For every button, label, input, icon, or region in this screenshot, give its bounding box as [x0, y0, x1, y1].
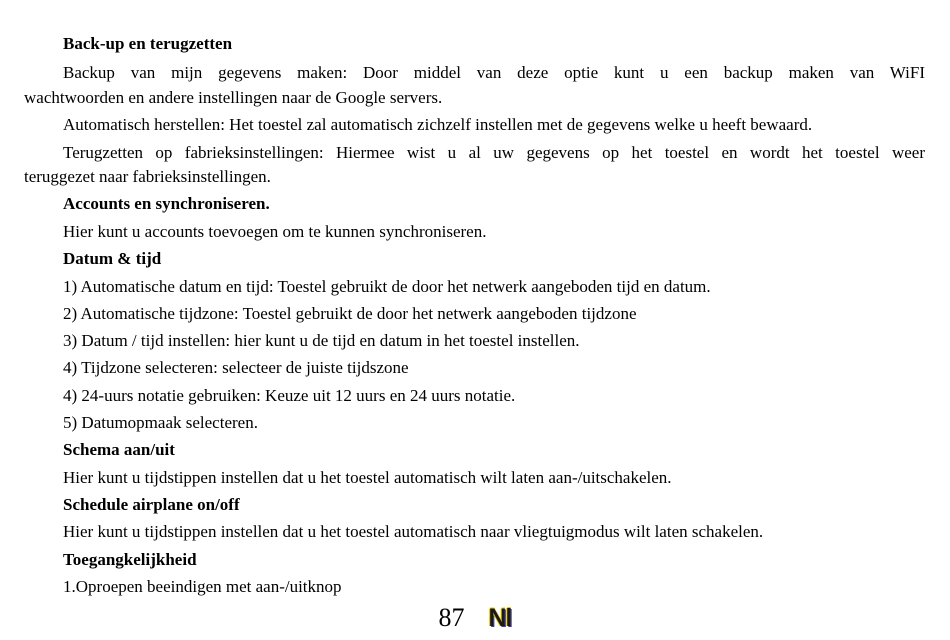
schema-heading: Schema aan/uit — [63, 440, 175, 459]
datetime-item-2: 2) Automatische tijdzone: Toestel gebruikt de door het netwerk aangeboden tijdzone — [63, 304, 637, 323]
airplane-heading: Schedule airplane on/off — [63, 495, 240, 514]
accessibility-item-1: 1.Oproepen beeindigen met aan-/uitknop — [63, 577, 342, 596]
schema-text: Hier kunt u tijdstippen instellen dat u het toestel automatisch wilt laten aan-/uitschakelen. — [63, 468, 672, 487]
datetime-heading: Datum & tijd — [63, 249, 162, 268]
backup-paragraph-2: Automatisch herstellen: Het toestel zal automatisch zichzelf instellen met de gegevens welke u heeft bewaard. — [63, 115, 813, 134]
airplane-text: Hier kunt u tijdstippen instellen dat u het toestel automatisch naar vliegtuigmodus wilt laten schakelen. — [63, 522, 764, 541]
datetime-item-6: 5) Datumopmaak selecteren. — [63, 413, 258, 432]
accounts-heading: Accounts en synchroniseren. — [63, 194, 270, 213]
backup-heading: Back-up en terugzetten — [63, 34, 233, 53]
page-footer — [0, 602, 950, 634]
datetime-item-5: 4) 24-uurs notatie gebruiken: Keuze uit 12 uurs en 24 uurs notatie. — [63, 386, 516, 405]
backup-paragraph-3-line-2: teruggezet naar fabrieksinstellingen. — [24, 167, 271, 186]
language-badge: Nl — [488, 604, 512, 632]
backup-paragraph-1-line-1: Backup van mijn gegevens maken: Door middel van deze optie kunt u een backup maken van WiFI — [63, 63, 925, 82]
datetime-item-4: 4) Tijdzone selecteren: selecteer de juiste tijdszone — [63, 358, 409, 377]
datetime-item-3: 3) Datum / tijd instellen: hier kunt u de tijd en datum in het toestel instellen. — [63, 331, 580, 350]
accessibility-heading: Toegangkelijkheid — [63, 550, 197, 569]
datetime-item-1: 1) Automatische datum en tijd: Toestel gebruikt de door het netwerk aangeboden tijd en datum. — [63, 277, 711, 296]
accounts-text: Hier kunt u accounts toevoegen om te kunnen synchroniseren. — [63, 222, 487, 241]
backup-paragraph-1-line-2: wachtwoorden en andere instellingen naar de Google servers. — [24, 88, 443, 107]
page-number: 87 — [438, 603, 465, 632]
backup-paragraph-3-line-1: Terugzetten op fabrieksinstellingen: Hiermee wist u al uw gegevens op het toestel en wordt het toestel weer — [63, 143, 925, 162]
